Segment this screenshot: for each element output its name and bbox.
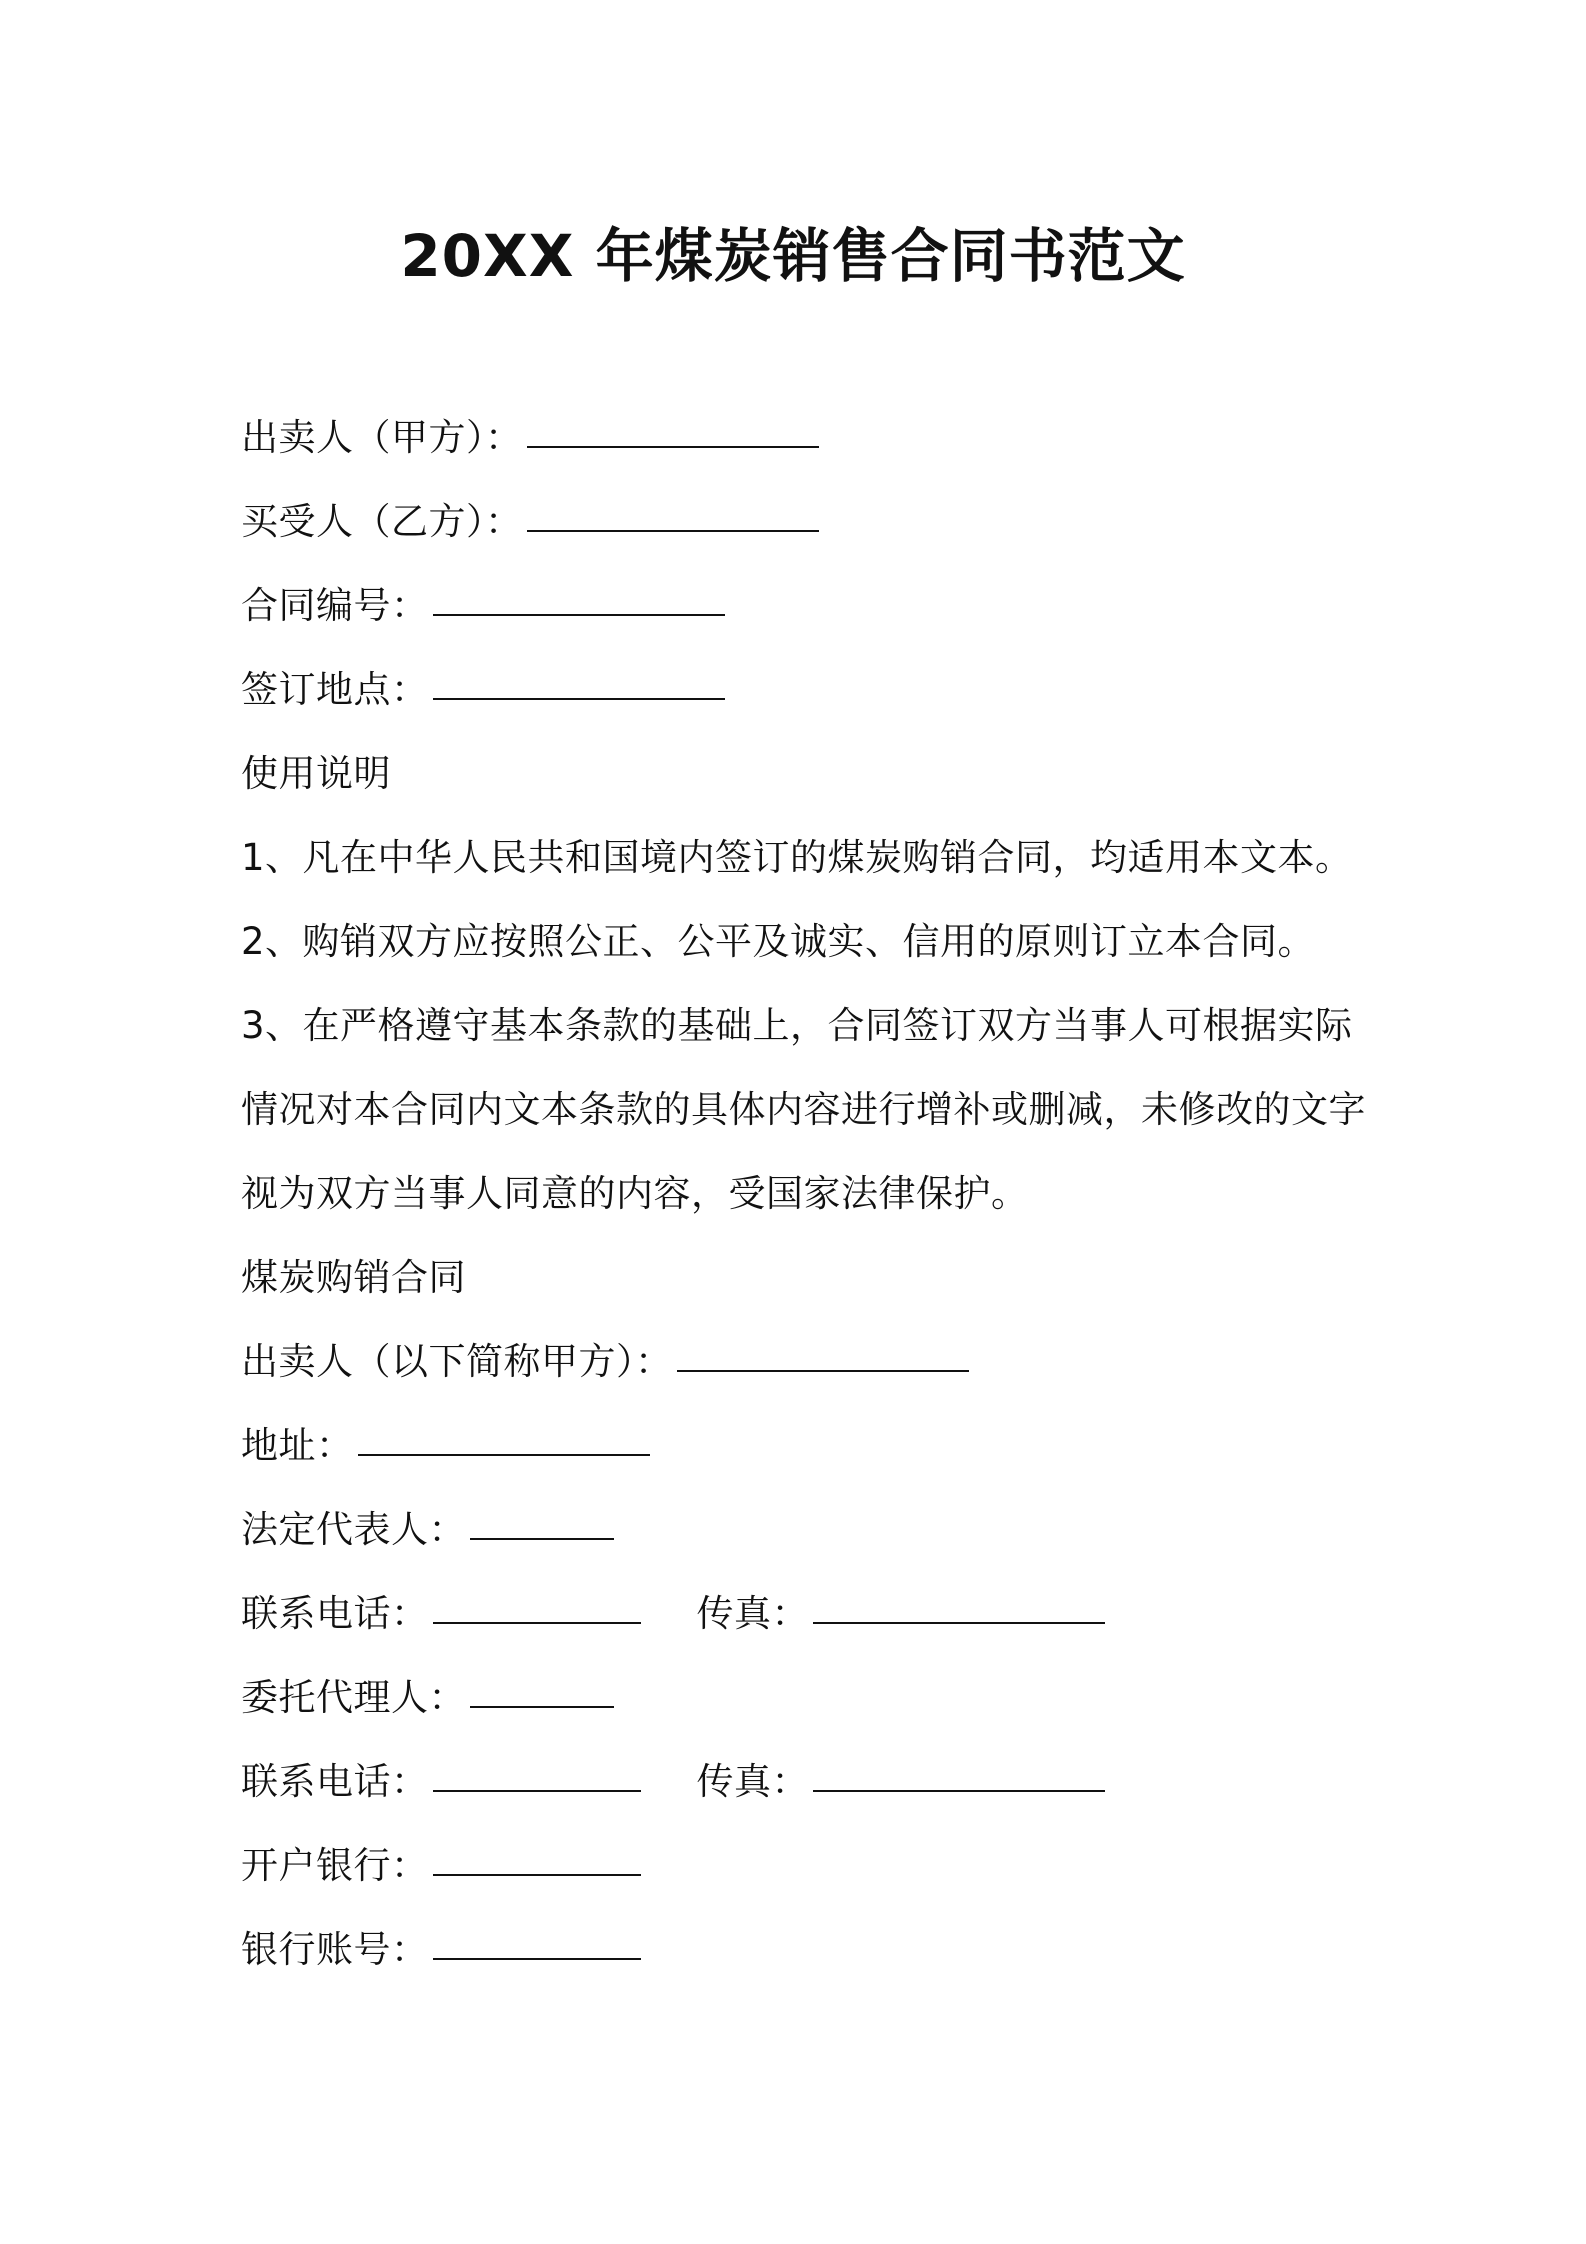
contract-seller-blank[interactable] — [677, 1336, 969, 1372]
bank-blank[interactable] — [433, 1840, 641, 1876]
phone-blank[interactable] — [433, 1588, 641, 1624]
agent-label: 委托代理人： — [241, 1676, 466, 1719]
sign-place-row — [241, 664, 725, 716]
bank-label: 开户银行： — [241, 1844, 429, 1887]
sign-place-label: 签订地点： — [241, 668, 429, 711]
seller-blank[interactable] — [527, 412, 819, 448]
fax-label: 传真： — [696, 1592, 809, 1635]
fax2-blank[interactable] — [813, 1756, 1105, 1792]
instruction-item-2: 2、购销双方应按照公正、公平及诚实、信用的原则订立本合同。 — [241, 920, 1316, 963]
fax2-label: 传真： — [696, 1760, 809, 1803]
instruction-item-3-line-1: 3、在严格遵守基本条款的基础上，合同签订双方当事人可根据实际 — [241, 1004, 1353, 1047]
legal-rep-row — [241, 1504, 614, 1556]
instructions-heading: 使用说明 — [241, 752, 391, 795]
fax-blank[interactable] — [813, 1588, 1105, 1624]
contract-heading: 煤炭购销合同 — [241, 1256, 466, 1299]
document-title: 20XX 年煤炭销售合同书范文 — [400, 222, 1186, 290]
contract-seller-row — [241, 1336, 969, 1388]
contract-no-blank[interactable] — [433, 580, 725, 616]
seller-field-row — [241, 412, 819, 464]
account-blank[interactable] — [433, 1924, 641, 1960]
phone-fax-row — [241, 1588, 1105, 1640]
account-label: 银行账号： — [241, 1928, 429, 1971]
address-label: 地址： — [241, 1424, 354, 1467]
instruction-item-3-line-3: 视为双方当事人同意的内容，受国家法律保护。 — [241, 1172, 1029, 1215]
legal-rep-label: 法定代表人： — [241, 1508, 466, 1551]
seller-label: 出卖人（甲方）： — [241, 416, 523, 459]
sign-place-blank[interactable] — [433, 664, 725, 700]
buyer-label: 买受人（乙方）： — [241, 500, 523, 543]
instruction-item-3-line-2: 情况对本合同内文本条款的具体内容进行增补或删减，未修改的文字 — [241, 1088, 1366, 1131]
instruction-item-1: 1、凡在中华人民共和国境内签订的煤炭购销合同，均适用本文本。 — [241, 836, 1353, 879]
agent-row — [241, 1672, 614, 1724]
legal-rep-blank[interactable] — [470, 1504, 614, 1540]
phone2-blank[interactable] — [433, 1756, 641, 1792]
contract-seller-label: 出卖人（以下简称甲方）： — [241, 1340, 673, 1383]
agent-blank[interactable] — [470, 1672, 614, 1708]
phone-label: 联系电话： — [241, 1592, 429, 1635]
phone2-label: 联系电话： — [241, 1760, 429, 1803]
bank-row — [241, 1840, 641, 1892]
address-blank[interactable] — [358, 1420, 650, 1456]
contract-no-label: 合同编号： — [241, 584, 429, 627]
phone-fax-row-2 — [241, 1756, 1105, 1808]
buyer-blank[interactable] — [527, 496, 819, 532]
contract-no-row — [241, 580, 725, 632]
account-row — [241, 1924, 641, 1976]
address-row — [241, 1420, 650, 1472]
buyer-field-row — [241, 496, 819, 548]
